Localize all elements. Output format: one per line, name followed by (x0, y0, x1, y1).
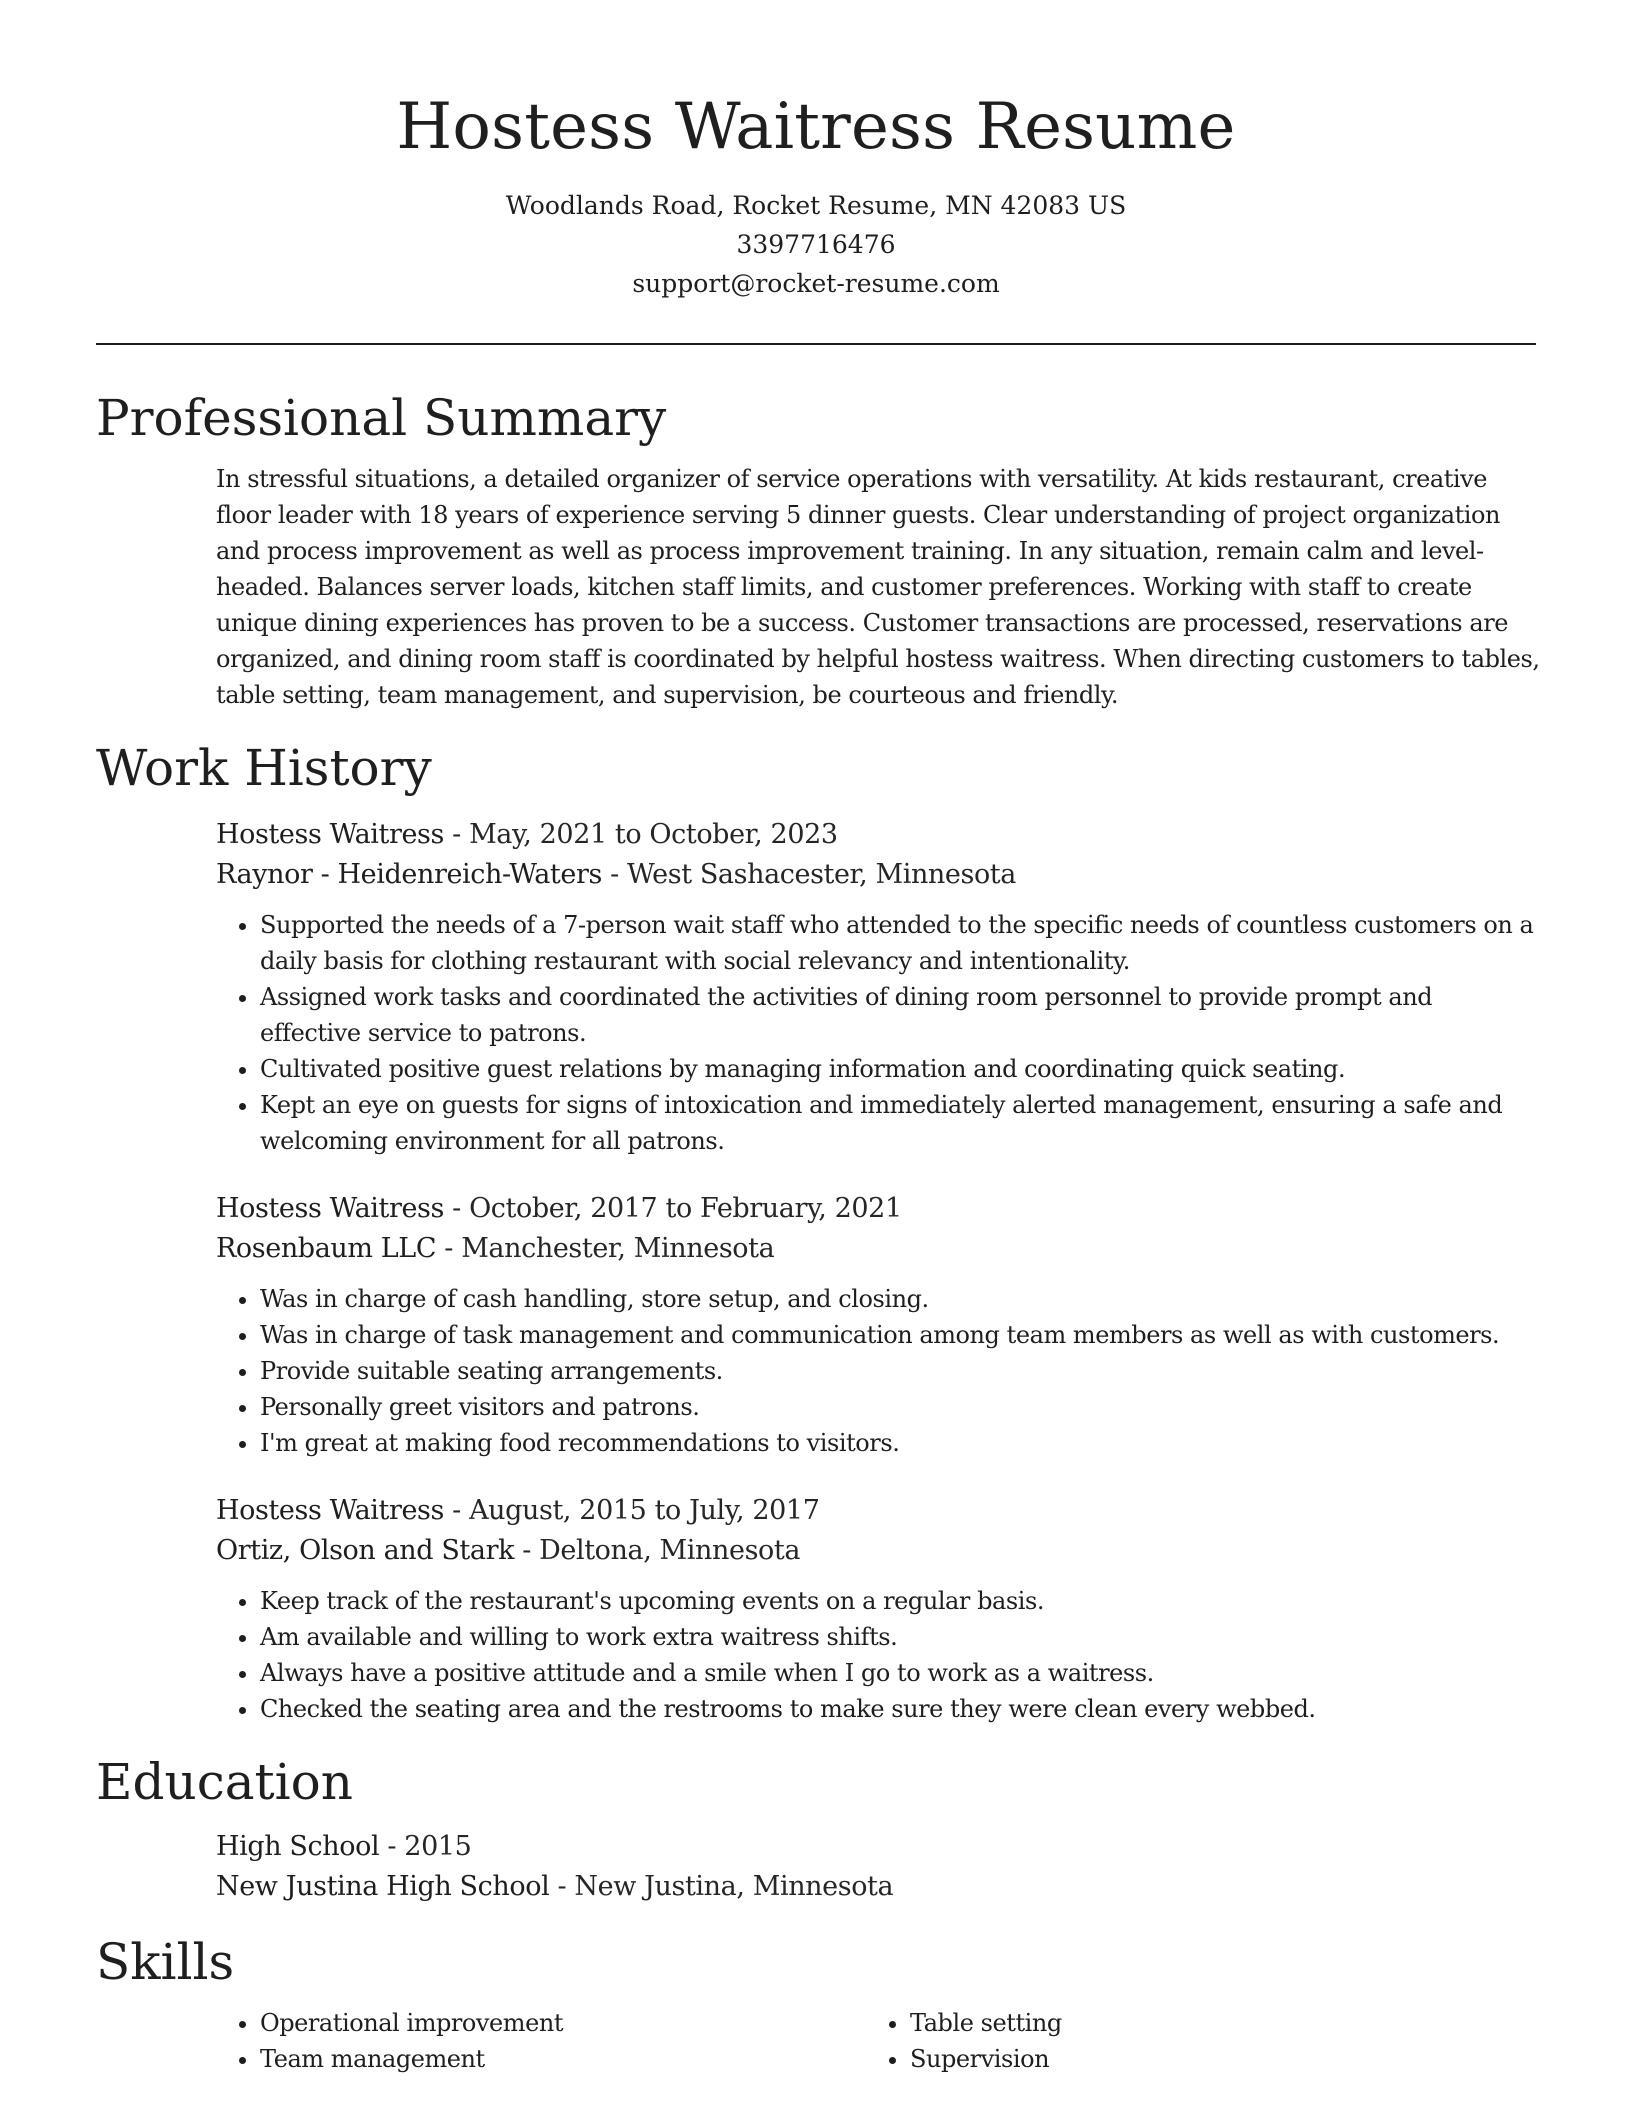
list-item: • Team management (260, 2041, 866, 2077)
skills-section (216, 2005, 1536, 2077)
list-item: • Provide suitable seating arrangements. (260, 1353, 1536, 1389)
job-company-line: Raynor - Heidenreich-Waters - West Sashacester, Minnesota (216, 859, 1016, 890)
work-history-heading: Work History (96, 739, 432, 797)
job-entry (216, 1491, 1536, 1727)
education-heading: Education (96, 1753, 353, 1811)
work-history-section (216, 815, 1536, 1727)
job-entry (216, 815, 1536, 1159)
summary-heading: Professional Summary (96, 389, 667, 447)
job-dates: October, 2017 to February, 2021 (469, 1193, 902, 1224)
contact-phone: 3397716476 (736, 230, 896, 259)
list-item: • Supported the needs of a 7-person wait staff who attended to the specific needs of countless customers on a daily basis for clothing restaurant with social relevancy and intentionality. (260, 907, 1536, 979)
list-item: • Checked the seating area and the restrooms to make sure they were clean every webbed. (260, 1691, 1536, 1727)
list-item: • Kept an eye on guests for signs of intoxication and immediately alerted management, ensuring a safe and welcoming environment for all patrons. (260, 1087, 1536, 1159)
list-item: • Supervision (910, 2041, 1516, 2077)
list-item: • Always have a positive attitude and a smile when I go to work as a waitress. (260, 1655, 1536, 1691)
education-degree: High School (216, 1831, 380, 1862)
list-item: • Assigned work tasks and coordinated the activities of dining room personnel to provide prompt and effective service to patrons. (260, 979, 1536, 1051)
resume-title: Hostess Waitress Resume (396, 90, 1236, 164)
job-company-line: Rosenbaum LLC - Manchester, Minnesota (216, 1233, 775, 1264)
education-degree-line: High School - 2015 (216, 1831, 472, 1862)
job-role: Hostess Waitress (216, 1495, 444, 1526)
job-company-line: Ortiz, Olson and Stark - Deltona, Minnesota (216, 1535, 801, 1566)
job-location: West Sashacester, Minnesota (627, 859, 1016, 890)
job-bullets (216, 1281, 1536, 1461)
skills-column-left (216, 2005, 866, 2077)
education-year: 2015 (404, 1831, 472, 1862)
job-role: Hostess Waitress (216, 1193, 444, 1224)
job-bullets (216, 907, 1536, 1159)
skills-column-right (866, 2005, 1516, 2077)
job-dates: August, 2015 to July, 2017 (469, 1495, 820, 1526)
list-item: • Keep track of the restaurant's upcoming events on a regular basis. (260, 1583, 1536, 1619)
contact-address: Woodlands Road, Rocket Resume, MN 42083 US (505, 191, 1127, 220)
skills-grid (216, 2005, 1536, 2077)
contact-block (96, 186, 1536, 303)
list-item: • Was in charge of task management and communication among team members as well as with customers. (260, 1317, 1536, 1353)
job-company: Raynor - Heidenreich-Waters (216, 859, 602, 890)
contact-email: support@rocket-resume.com (632, 269, 1000, 298)
list-item: • Am available and willing to work extra waitress shifts. (260, 1619, 1536, 1655)
list-item: • I'm great at making food recommendations to visitors. (260, 1425, 1536, 1461)
job-bullets (216, 1583, 1536, 1727)
education-school-line: New Justina High School - New Justina, Minnesota (216, 1871, 894, 1902)
header-divider (96, 343, 1536, 345)
education-section (216, 1827, 1536, 1907)
education-entry (216, 1827, 1536, 1907)
education-location: New Justina, Minnesota (574, 1871, 894, 1902)
job-entry (216, 1189, 1536, 1461)
job-company: Rosenbaum LLC (216, 1233, 437, 1264)
job-dates: May, 2021 to October, 2023 (469, 819, 838, 850)
job-title-line: Hostess Waitress - October, 2017 to February, 2021 (216, 1193, 902, 1224)
job-location: Manchester, Minnesota (461, 1233, 775, 1264)
resume-page (96, 0, 1540, 2077)
job-title-line: Hostess Waitress - May, 2021 to October, 2023 (216, 819, 838, 850)
education-school: New Justina High School (216, 1871, 550, 1902)
job-role: Hostess Waitress (216, 819, 444, 850)
job-location: Deltona, Minnesota (539, 1535, 801, 1566)
list-item: • Was in charge of cash handling, store setup, and closing. (260, 1281, 1536, 1317)
skills-heading: Skills (96, 1933, 235, 1991)
summary-text: In stressful situations, a detailed organizer of service operations with versatility. At kids restaurant, creative floor leader with 18 years of experience serving 5 dinner guests. Clear understanding of project organization and process improvement as well as process improvement training. In any situation, remain calm and level-headed. Balances server loads, kitchen staff limits, and customer preferences. Working with staff to create unique dining experiences has proven to be a success. Customer transactions are processed, reservations are organized, and dining room staff is coordinated by helpful hostess waitress. When directing customers to tables, table setting, team management, and supervision, be courteous and friendly. (216, 465, 1540, 709)
job-title-line: Hostess Waitress - August, 2015 to July, 2017 (216, 1495, 820, 1526)
list-item: • Personally greet visitors and patrons. (260, 1389, 1536, 1425)
list-item: • Cultivated positive guest relations by managing information and coordinating quick seating. (260, 1051, 1536, 1087)
list-item: • Operational improvement (260, 2005, 866, 2041)
list-item: • Table setting (910, 2005, 1516, 2041)
summary-section (216, 461, 1540, 713)
job-company: Ortiz, Olson and Stark (216, 1535, 515, 1566)
